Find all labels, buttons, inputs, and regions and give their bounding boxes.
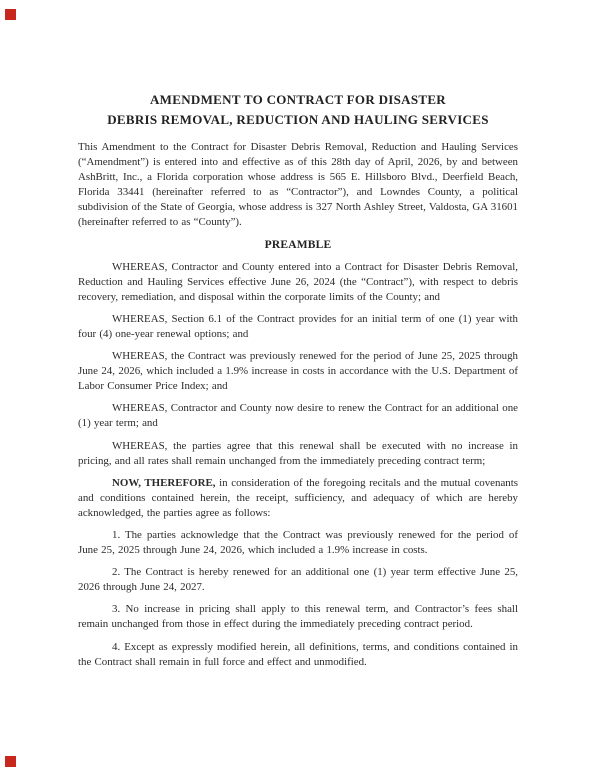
document-title	[78, 90, 518, 130]
document-content	[78, 90, 518, 677]
whereas-clause-3: WHEREAS, the Contract was previously renewed for the period of June 25, 2025 through June 24, 2026, which included a 1.9% increase in costs in accordance with the U.S. Department of Labor Consumer Price Index; and	[78, 350, 518, 393]
whereas-clause-2: WHEREAS, Section 6.1 of the Contract provides for an initial term of one (1) year with four (4) one-year renewal options; and	[78, 312, 518, 340]
whereas-clause-4: WHEREAS, Contractor and County now desire to renew the Contract for an additional one (1) year term; and	[78, 402, 518, 430]
now-therefore-lead: NOW, THEREFORE,	[112, 476, 216, 489]
document-title-line1: AMENDMENT TO CONTRACT FOR DISASTER	[149, 92, 446, 107]
now-therefore-paragraph	[78, 476, 518, 521]
whereas-clause-1: WHEREAS, Contractor and County entered into a Contract for Disaster Debris Removal, Reduction and Hauling Services effective June 26, 2024 (the “Contract”), with respect to debris recovery, remediation, and disposal within the corporate limits of the County; and	[78, 260, 518, 303]
red-scan-mark-top-left	[5, 9, 16, 20]
red-scan-mark-bottom-left	[5, 756, 16, 767]
numbered-item-3: 3. No increase in pricing shall apply to this renewal term, and Contractor’s fees shall remain unchanged from those in effect during the immediately preceding contract period.	[78, 603, 518, 631]
numbered-item-1: 1. The parties acknowledge that the Contract was previously renewed for the period of June 25, 2025 through June 24, 2026, which included a 1.9% increase in costs.	[78, 528, 518, 557]
numbered-item-4: 4. Except as expressly modified herein, all definitions, terms, and conditions contained in the Contract shall remain in full force and effect and unmodified.	[78, 640, 518, 668]
preamble-heading: PREAMBLE	[264, 238, 332, 251]
now-therefore-rest: in consideration of the foregoing recitals and the mutual covenants and conditions contained herein, the receipt, sufficiency, and adequacy of which are hereby acknowledged, the parties agree as follows:	[78, 476, 518, 519]
document-title-line2: DEBRIS REMOVAL, REDUCTION AND HAULING SERVICES	[107, 112, 489, 127]
whereas-clause-5: WHEREAS, the parties agree that this renewal shall be executed with no increase in pricing, and all rates shall remain unchanged from the immediately preceding contract term;	[78, 439, 518, 467]
intro-paragraph: This Amendment to the Contract for Disaster Debris Removal, Reduction and Hauling Services (“Amendment”) is entered into and effective as of this 28th day of April, 2026, by and between AshBritt, Inc., a Florida corporation whose address is 565 E. Hillsboro Blvd., Deerfield Beach, Florida 33441 (hereinafter referred to as “Contractor”), and Lowndes County, a political subdivision of the State of Georgia, whose address is 327 North Ashley Street, Valdosta, GA 31601 (hereinafter referred to as “County”).	[78, 141, 518, 229]
numbered-item-2: 2. The Contract is hereby renewed for an additional one (1) year term effective June 25, 2026 through June 24, 2027.	[78, 566, 518, 594]
